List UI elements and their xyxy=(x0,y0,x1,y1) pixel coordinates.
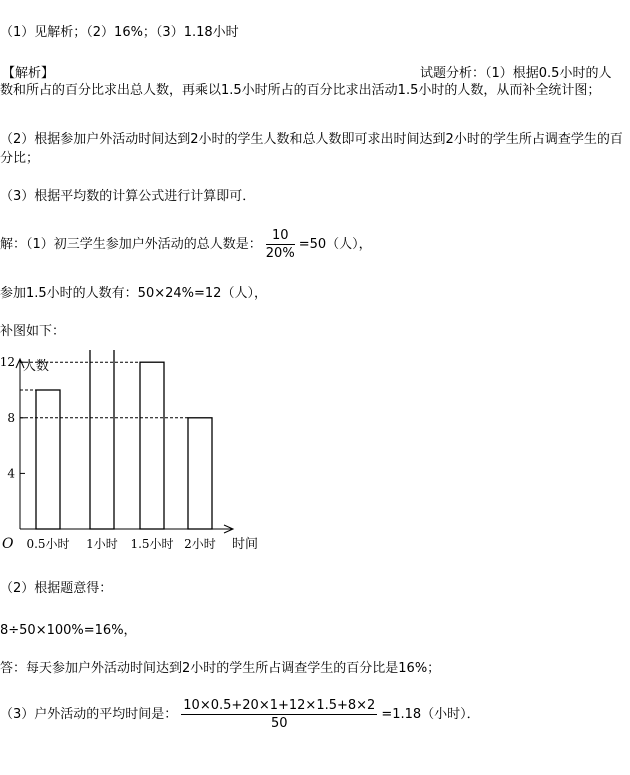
x-tick-label: 1小时 xyxy=(86,537,118,551)
bar-chart xyxy=(0,350,280,565)
bar xyxy=(140,362,164,529)
solution-3-line xyxy=(0,698,480,731)
solution-1-prefix: 解：（1）初三学生参加户外活动的总人数是： xyxy=(0,237,262,252)
solution-3-numerator: 10×0.5+20×1+12×1.5+8×2 xyxy=(183,698,376,713)
x-tick-label: 0.5小时 xyxy=(26,537,70,551)
solution-1-fraction xyxy=(266,228,295,261)
analysis-intro: 试题分析：（1）根据0.5小时的人 xyxy=(420,66,612,81)
analysis-paragraph-1: 数和所占的百分比求出总人数，再乘以1.5小时所占的百分比求出活动1.5小时的人数，从而补全统计图； xyxy=(0,83,601,98)
answer-line: （1）见解析；（2）16%；（3）1.18小时 xyxy=(0,25,239,40)
analysis-paragraph-2: （2）根据参加户外活动时间达到2小时的学生人数和总人数即可求出时间达到2小时的学生所占调查学生的百分比； xyxy=(0,132,623,166)
solution-3-suffix: =1.18（小时）． xyxy=(381,707,480,722)
solution-3-denominator: 50 xyxy=(271,716,288,731)
solution-1-denominator: 20% xyxy=(265,246,295,261)
y-tick-label: 8 xyxy=(7,410,15,425)
solution-3-prefix: （3）户外活动的平均时间是： xyxy=(0,707,178,722)
bar xyxy=(36,390,60,529)
y-axis-label: 人数 xyxy=(23,359,50,374)
analysis-tag: 【解析】 xyxy=(2,66,55,81)
origin-label: O xyxy=(2,536,14,552)
bar xyxy=(188,418,212,529)
solution-1-chart-intro: 补图如下： xyxy=(0,324,66,339)
x-axis-label: 时间 xyxy=(232,537,259,552)
analysis-paragraph-3: （3）根据平均数的计算公式进行计算即可． xyxy=(0,189,256,204)
solution-1-count-line: 参加1.5小时的人数有：50×24%=12（人）， xyxy=(0,286,267,301)
x-tick-label: 2小时 xyxy=(184,537,216,551)
solution-3-fraction xyxy=(181,698,377,731)
solution-1-suffix: =50（人）， xyxy=(298,237,372,252)
x-tick-label: 1.5小时 xyxy=(130,537,174,551)
solution-2-calculation: 8÷50×100%=16%， xyxy=(0,623,137,638)
solution-2-title: （2）根据题意得： xyxy=(0,581,113,596)
y-tick-label: 12 xyxy=(0,355,15,370)
solution-1-numerator: 10 xyxy=(266,228,295,245)
solution-2-answer: 答：每天参加户外活动时间达到2小时的学生所占调查学生的百分比是16%； xyxy=(0,661,441,676)
solution-1-line xyxy=(0,228,372,261)
bar xyxy=(90,350,114,529)
y-tick-label: 4 xyxy=(7,466,15,481)
